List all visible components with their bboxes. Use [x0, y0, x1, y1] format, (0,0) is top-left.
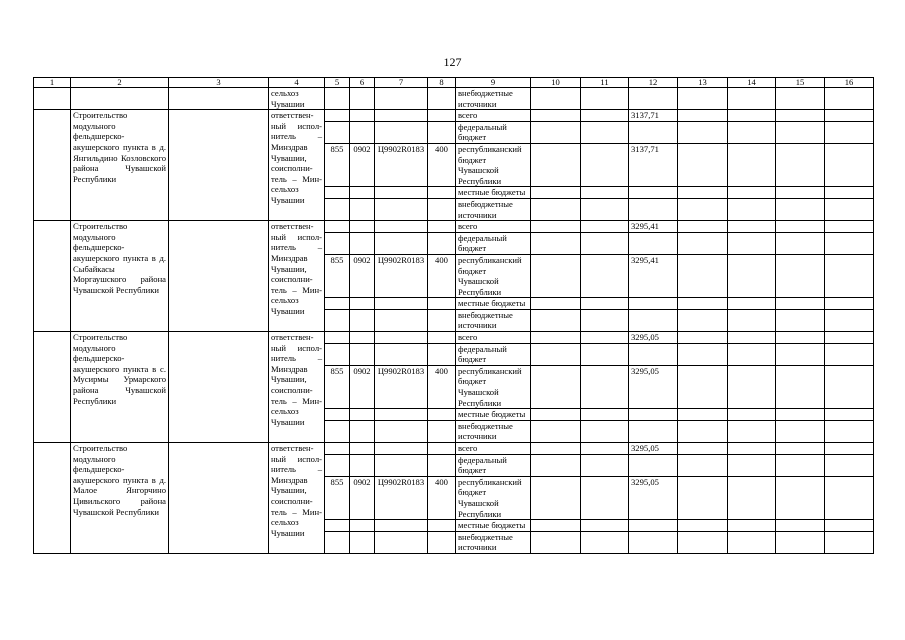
vr-code: 400 — [428, 365, 456, 408]
amount-total: 3295,41 — [629, 221, 678, 233]
column-header-7: 7 — [375, 78, 428, 88]
table-row — [34, 332, 874, 344]
budget-table — [33, 77, 874, 554]
grbs-code: 855 — [325, 476, 350, 519]
amount-republic: 3295,05 — [629, 365, 678, 408]
continuation-source: внебюджетные источники — [456, 88, 531, 110]
executor: ответствен-ный испол-нитель – Минздрав Чувашии, соисполни-тель – Мин-сельхоз Чувашии — [269, 332, 325, 443]
table-row — [34, 443, 874, 455]
column-header-2: 2 — [71, 78, 169, 88]
column-header-8: 8 — [428, 78, 456, 88]
amount-total: 3295,05 — [629, 332, 678, 344]
amount-republic: 3295,41 — [629, 254, 678, 297]
column-header-11: 11 — [581, 78, 629, 88]
table-row — [34, 110, 874, 122]
funding-source-local: местные бюджеты — [456, 298, 531, 310]
funding-source-republic: республиканский бюджет Чувашской Республики — [456, 254, 531, 297]
funding-source-republic: республиканский бюджет Чувашской Республики — [456, 143, 531, 186]
amount-total: 3137,71 — [629, 110, 678, 122]
rzpr-code: 0902 — [350, 143, 375, 186]
column-header-1: 1 — [34, 78, 71, 88]
column-header-9: 9 — [456, 78, 531, 88]
rzpr-code: 0902 — [350, 254, 375, 297]
object-name: Строительство модульного фельдшерско-акушерского пункта в д. Янгильдино Козловского района Чувашской Республики — [71, 110, 169, 221]
csr-code: Ц9902R0183 — [375, 254, 428, 297]
vr-code: 400 — [428, 476, 456, 519]
object-name: Строительство модульного фельдшерско-акушерского пункта в д. Малое Янгорчино Цивильского района Чувашской Республики — [71, 443, 169, 554]
csr-code: Ц9902R0183 — [375, 365, 428, 408]
funding-source-extra: внебюджетные источники — [456, 198, 531, 220]
funding-source-local: местные бюджеты — [456, 520, 531, 532]
funding-source-federal: федеральный бюджет — [456, 454, 531, 476]
funding-source-extra: внебюджетные источники — [456, 420, 531, 442]
grbs-code: 855 — [325, 365, 350, 408]
page-number: 127 — [443, 55, 462, 69]
amount-total: 3295,05 — [629, 443, 678, 455]
amount-republic: 3137,71 — [629, 143, 678, 186]
amount-republic: 3295,05 — [629, 476, 678, 519]
column-header-14: 14 — [728, 78, 776, 88]
csr-code: Ц9902R0183 — [375, 143, 428, 186]
grbs-code: 855 — [325, 143, 350, 186]
column-header-13: 13 — [678, 78, 728, 88]
rzpr-code: 0902 — [350, 365, 375, 408]
rzpr-code: 0902 — [350, 476, 375, 519]
grbs-code: 855 — [325, 254, 350, 297]
executor: ответствен-ный испол-нитель – Минздрав Чувашии, соисполни-тель – Мин-сельхоз Чувашии — [269, 443, 325, 554]
funding-source-local: местные бюджеты — [456, 409, 531, 421]
column-header-10: 10 — [531, 78, 581, 88]
column-header-3: 3 — [169, 78, 269, 88]
column-header-12: 12 — [629, 78, 678, 88]
vr-code: 400 — [428, 254, 456, 297]
column-header-15: 15 — [776, 78, 825, 88]
funding-source-extra: внебюджетные источники — [456, 309, 531, 331]
funding-source-federal: федеральный бюджет — [456, 232, 531, 254]
column-header-6: 6 — [350, 78, 375, 88]
column-header-row — [34, 78, 874, 88]
funding-source-total: всего — [456, 110, 531, 122]
funding-source-federal: федеральный бюджет — [456, 121, 531, 143]
executor: ответствен-ный испол-нитель – Минздрав Чувашии, соисполни-тель – Мин-сельхоз Чувашии — [269, 110, 325, 221]
executor: ответствен-ный испол-нитель – Минздрав Чувашии, соисполни-тель – Мин-сельхоз Чувашии — [269, 221, 325, 332]
funding-source-republic: республиканский бюджет Чувашской Республики — [456, 476, 531, 519]
funding-source-local: местные бюджеты — [456, 187, 531, 199]
continuation-executor: сельхоз Чувашии — [269, 88, 325, 110]
funding-source-republic: республиканский бюджет Чувашской Республики — [456, 365, 531, 408]
column-header-5: 5 — [325, 78, 350, 88]
column-header-16: 16 — [825, 78, 874, 88]
funding-source-total: всего — [456, 221, 531, 233]
object-name: Строительство модульного фельдшерско-акушерского пункта в д. Сыбайкасы Моргаушского района Чувашской Республики — [71, 221, 169, 332]
continuation-row — [34, 88, 874, 110]
funding-source-total: всего — [456, 332, 531, 344]
object-name: Строительство модульного фельдшерско-акушерского пункта в с. Мусирмы Урмарского района Чувашской Республики — [71, 332, 169, 443]
csr-code: Ц9902R0183 — [375, 476, 428, 519]
funding-source-total: всего — [456, 443, 531, 455]
funding-source-federal: федеральный бюджет — [456, 343, 531, 365]
column-header-4: 4 — [269, 78, 325, 88]
table-row — [34, 221, 874, 233]
funding-source-extra: внебюджетные источники — [456, 531, 531, 553]
vr-code: 400 — [428, 143, 456, 186]
